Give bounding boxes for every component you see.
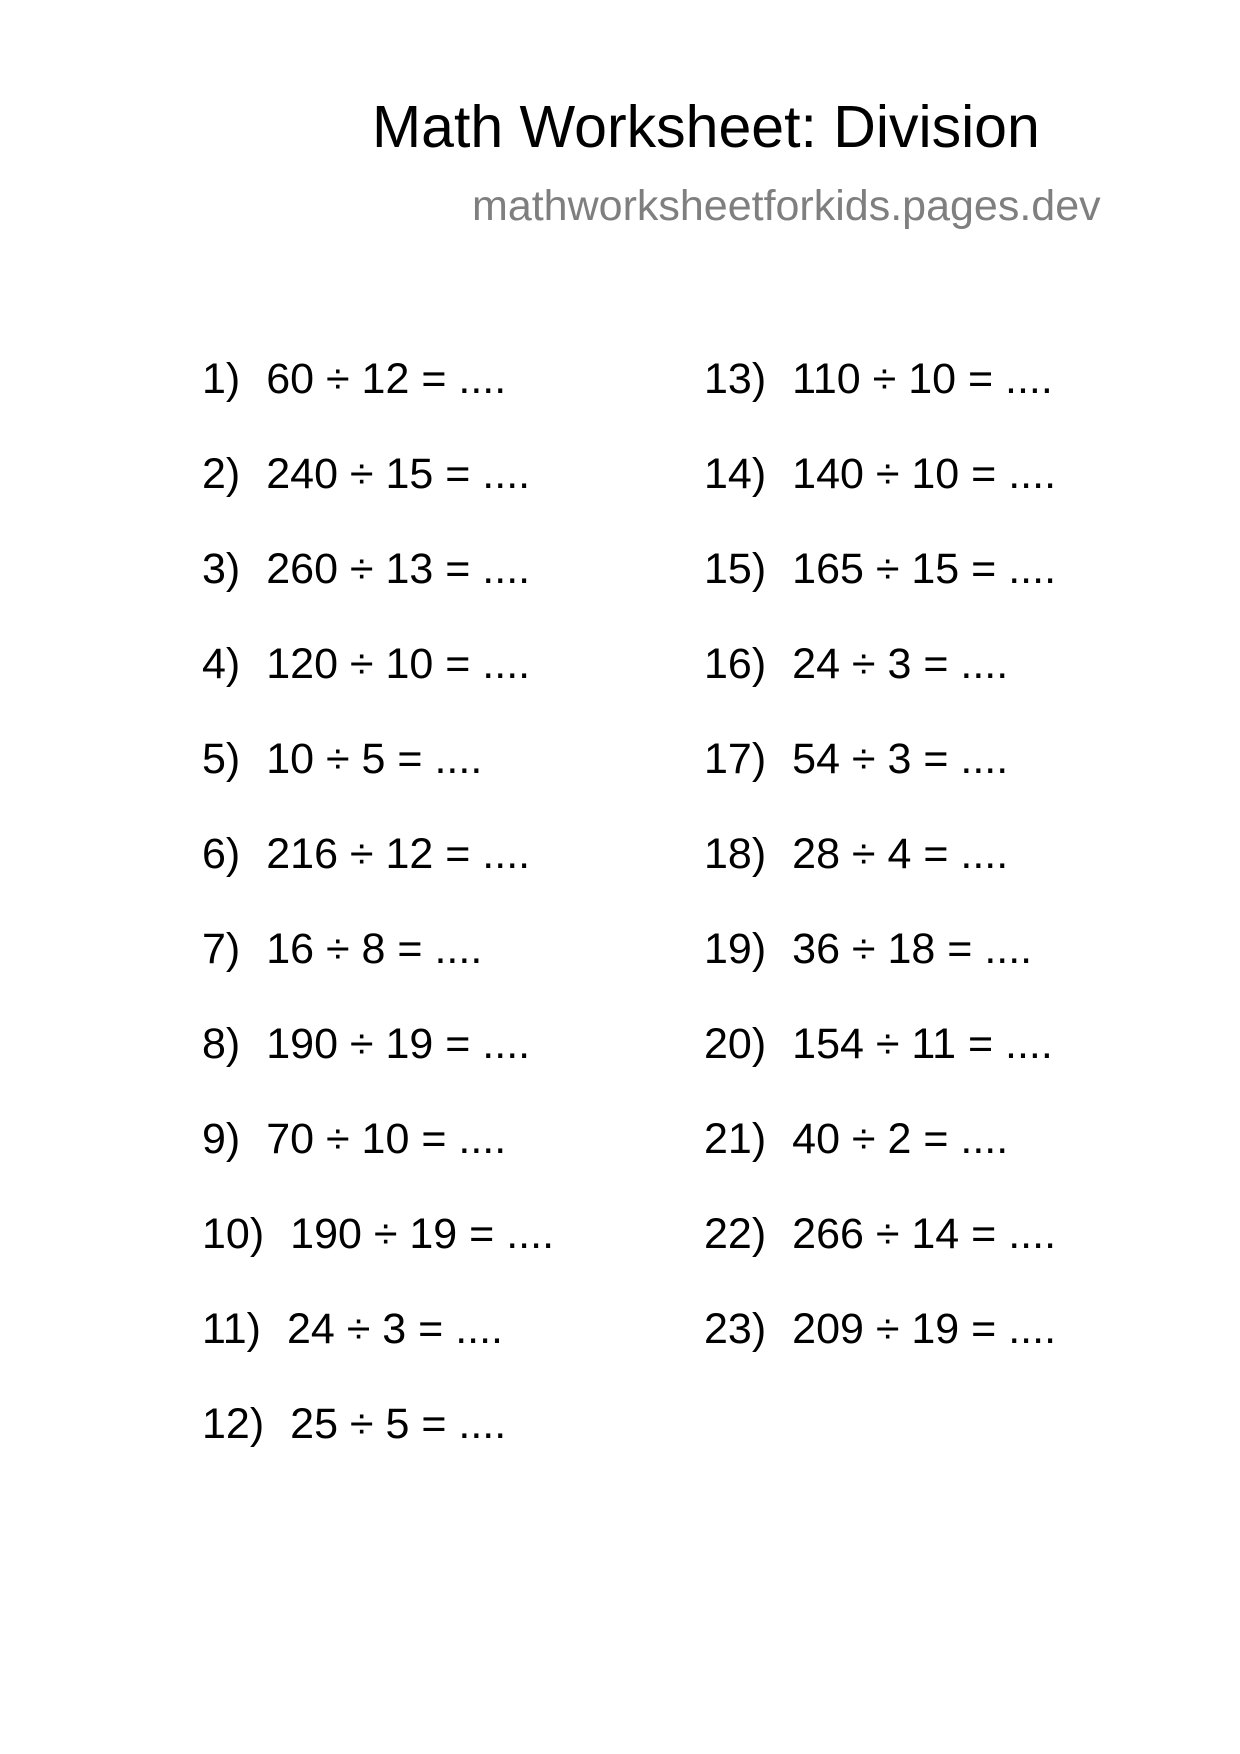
problem-item	[202, 1400, 554, 1495]
problem-expression: 154 ÷ 11 = ....	[792, 1020, 1053, 1068]
problem-item	[202, 1115, 554, 1210]
problem-list-right	[704, 355, 1056, 1400]
problem-number: 7)	[202, 925, 241, 973]
problem-expression: 190 ÷ 19 = ....	[290, 1210, 555, 1258]
problem-number: 23)	[704, 1305, 767, 1353]
problem-item	[704, 355, 1056, 450]
problem-item	[704, 1305, 1056, 1400]
problem-item	[704, 1210, 1056, 1305]
problem-item	[202, 355, 554, 450]
problem-item	[202, 830, 554, 925]
problem-item	[704, 830, 1056, 925]
problem-item	[704, 925, 1056, 1020]
problem-item	[704, 1115, 1056, 1210]
problem-expression: 266 ÷ 14 = ....	[792, 1210, 1057, 1258]
problem-item	[202, 1305, 554, 1400]
problem-item	[202, 1210, 554, 1305]
problem-number: 6)	[202, 830, 241, 878]
problem-item	[202, 545, 554, 640]
problem-expression: 110 ÷ 10 = ....	[792, 355, 1053, 403]
problem-expression: 10 ÷ 5 = ....	[266, 735, 483, 783]
problem-expression: 60 ÷ 12 = ....	[266, 355, 507, 403]
page-title: Math Worksheet: Division	[372, 94, 1040, 160]
problem-number: 14)	[704, 450, 767, 498]
problem-expression: 165 ÷ 15 = ....	[792, 545, 1057, 593]
problem-number: 19)	[704, 925, 767, 973]
problem-number: 11)	[202, 1305, 261, 1353]
problem-expression: 24 ÷ 3 = ....	[792, 640, 1009, 688]
problem-item	[202, 450, 554, 545]
problem-expression: 120 ÷ 10 = ....	[266, 640, 531, 688]
problem-item	[704, 545, 1056, 640]
problem-number: 9)	[202, 1115, 241, 1163]
problem-number: 5)	[202, 735, 241, 783]
problem-expression: 16 ÷ 8 = ....	[266, 925, 483, 973]
problem-expression: 216 ÷ 12 = ....	[266, 830, 531, 878]
problem-item	[202, 640, 554, 735]
problem-list-left	[202, 355, 554, 1495]
problem-number: 2)	[202, 450, 241, 498]
problem-number: 20)	[704, 1020, 767, 1068]
problem-item	[202, 925, 554, 1020]
source-url: mathworksheetforkids.pages.dev	[472, 182, 1101, 230]
problem-expression: 24 ÷ 3 = ....	[286, 1305, 503, 1353]
problem-expression: 190 ÷ 19 = ....	[266, 1020, 531, 1068]
problem-number: 16)	[704, 640, 767, 688]
problem-expression: 140 ÷ 10 = ....	[792, 450, 1057, 498]
problem-number: 10)	[202, 1210, 265, 1258]
problem-expression: 240 ÷ 15 = ....	[266, 450, 531, 498]
problem-number: 1)	[202, 355, 241, 403]
problem-number: 4)	[202, 640, 241, 688]
problem-number: 21)	[704, 1115, 767, 1163]
problem-number: 8)	[202, 1020, 241, 1068]
problem-expression: 28 ÷ 4 = ....	[792, 830, 1009, 878]
problem-expression: 36 ÷ 18 = ....	[792, 925, 1033, 973]
problem-number: 15)	[704, 545, 767, 593]
problem-number: 3)	[202, 545, 241, 593]
problem-item	[704, 1020, 1056, 1115]
problem-number: 22)	[704, 1210, 767, 1258]
problem-number: 13)	[704, 355, 767, 403]
problem-item	[704, 450, 1056, 545]
problem-number: 17)	[704, 735, 767, 783]
problem-item	[202, 1020, 554, 1115]
problem-expression: 40 ÷ 2 = ....	[792, 1115, 1009, 1163]
problem-number: 12)	[202, 1400, 265, 1448]
problem-expression: 54 ÷ 3 = ....	[792, 735, 1009, 783]
problem-number: 18)	[704, 830, 767, 878]
problem-expression: 70 ÷ 10 = ....	[266, 1115, 507, 1163]
problem-item	[704, 735, 1056, 830]
problem-item	[704, 640, 1056, 735]
problem-expression: 260 ÷ 13 = ....	[266, 545, 531, 593]
problem-expression: 25 ÷ 5 = ....	[290, 1400, 507, 1448]
problem-expression: 209 ÷ 19 = ....	[792, 1305, 1057, 1353]
problem-item	[202, 735, 554, 830]
